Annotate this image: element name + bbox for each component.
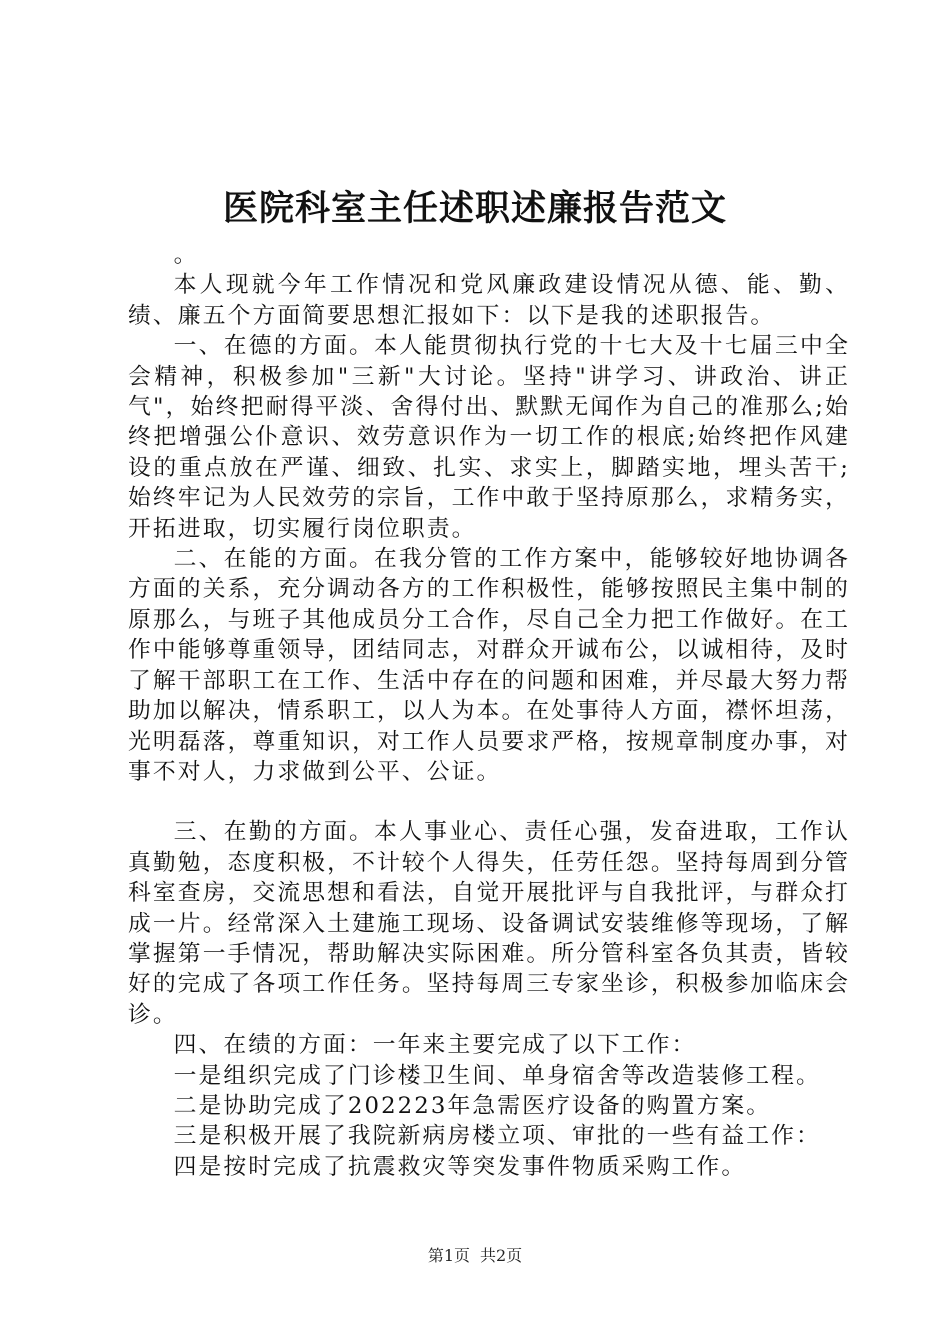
list-item-achievement-1: 一是组织完成了门诊楼卫生间、单身宿舍等改造装修工程。 [173, 1062, 821, 1089]
list-item-achievement-2: 二是协助完成了202223年急需医疗设备的购置方案。 [173, 1092, 772, 1119]
paragraph-de: 一、在德的方面。本人能贯彻执行党的十七大及十七届三中全会精神，积极参加"三新"大讨论。坚持"讲学习、讲政治、讲正气"，始终把耐得平淡、舍得付出、默默无闻作为自己的准那么;始终把增强公仆意识、效劳意识作为一切工作的根底;始终把作风建设的重点放在严谨、细致、扎实、求实上，脚踏实地，埋头苦干;始终牢记为人民效劳的宗旨，工作中敢于坚持原那么，求精务实，开拓进取，切实履行岗位职责。 [128, 333, 851, 542]
paragraph-neng: 二、在能的方面。在我分管的工作方案中，能够较好地协调各方面的关系，充分调动各方的工作积极性，能够按照民主集中制的原那么，与班子其他成员分工合作，尽自己全力把工作做好。在工作中能够尊重领导，团结同志，对群众开诚布公，以诚相待，及时了解干部职工在工作、生活中存在的问题和困难，并尽最大努力帮助加以解决，情系职工，以人为本。在处事待人方面，襟怀坦荡，光明磊落，尊重知识，对工作人员要求严格，按规章制度办事，对事不对人，力求做到公平、公证。 [128, 546, 851, 785]
page-number: 第1页 [427, 1246, 470, 1265]
document-body [128, 240, 850, 1182]
paragraph-ji: 四、在绩的方面：一年来主要完成了以下工作： [173, 1032, 697, 1059]
paragraph-intro: 本人现就今年工作情况和党风廉政建设情况从德、能、勤、绩、廉五个方面简要思想汇报如下：以下是我的述职报告。 [128, 272, 850, 329]
page-total: 共2页 [480, 1246, 523, 1265]
page-footer [0, 1244, 950, 1268]
document-title: 医院科室主任述职述廉报告范文 [222, 188, 727, 229]
list-item-achievement-3: 三是积极开展了我院新病房楼立项、审批的一些有益工作： [173, 1123, 821, 1150]
list-item-achievement-4: 四是按时完成了抗震救灾等突发事件物质采购工作。 [173, 1153, 747, 1180]
paragraph-intro-mark: 。 [173, 242, 199, 268]
paragraph-qin: 三、在勤的方面。本人事业心、责任心强，发奋进取，工作认真勤勉，态度积极，不计较个人得失，任劳任怨。坚持每周到分管科室查房，交流思想和看法，自觉开展批评与自我批评，与群众打成一片。经常深入土建施工现场、设备调试安装维修等现场，了解掌握第一手情况，帮助解决实际困难。所分管科室各负其责，皆较好的完成了各项工作任务。坚持每周三专家坐诊，积极参加临床会诊。 [128, 819, 851, 1028]
